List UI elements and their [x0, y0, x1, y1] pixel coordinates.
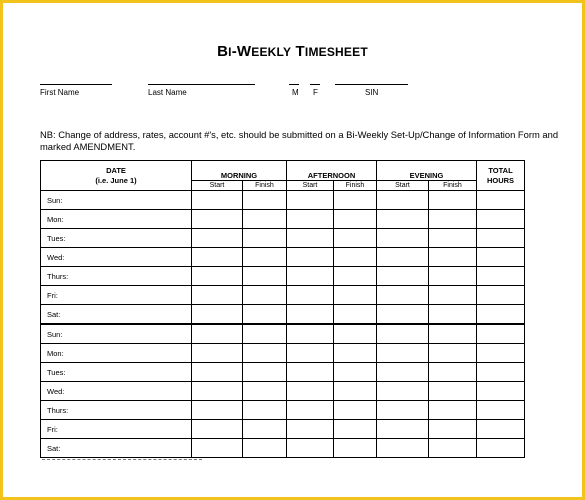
date-header: DATE (i.e. June 1) [41, 161, 192, 191]
time-cell[interactable] [243, 344, 287, 363]
sin-label: SIN [365, 88, 379, 97]
table-row [41, 439, 525, 458]
total-cell[interactable] [477, 344, 525, 363]
time-cell[interactable] [377, 363, 429, 382]
time-cell[interactable] [334, 305, 377, 325]
time-cell[interactable] [377, 267, 429, 286]
time-cell[interactable] [429, 363, 477, 382]
time-cell[interactable] [243, 363, 287, 382]
table-row [41, 382, 525, 401]
time-cell[interactable] [334, 210, 377, 229]
time-cell[interactable] [192, 382, 243, 401]
table-row [41, 401, 525, 420]
total-cell[interactable] [477, 401, 525, 420]
afternoon-finish-header: Finish [334, 181, 377, 191]
time-cell[interactable] [429, 305, 477, 325]
day-label: Sat: [41, 439, 192, 458]
time-cell[interactable] [377, 286, 429, 305]
time-cell[interactable] [192, 363, 243, 382]
time-cell[interactable] [287, 305, 334, 325]
time-cell[interactable] [429, 210, 477, 229]
time-cell[interactable] [429, 420, 477, 439]
time-cell[interactable] [192, 267, 243, 286]
time-cell[interactable] [243, 191, 287, 210]
day-label: Mon: [41, 210, 192, 229]
time-cell[interactable] [334, 439, 377, 458]
time-cell[interactable] [287, 286, 334, 305]
time-cell[interactable] [429, 229, 477, 248]
time-cell[interactable] [243, 420, 287, 439]
time-cell[interactable] [429, 382, 477, 401]
afternoon-start-header: Start [287, 181, 334, 191]
day-label: Wed: [41, 382, 192, 401]
time-cell[interactable] [377, 305, 429, 325]
time-cell[interactable] [287, 248, 334, 267]
time-cell[interactable] [192, 248, 243, 267]
total-cell[interactable] [477, 324, 525, 344]
time-cell[interactable] [377, 420, 429, 439]
total-cell[interactable] [477, 305, 525, 325]
time-cell[interactable] [243, 286, 287, 305]
timesheet-page [3, 3, 582, 497]
evening-finish-header: Finish [429, 181, 477, 191]
time-cell[interactable] [287, 267, 334, 286]
time-cell[interactable] [377, 229, 429, 248]
table-row [41, 305, 525, 325]
afternoon-header: AFTERNOON [287, 161, 377, 181]
time-cell[interactable] [429, 191, 477, 210]
day-label: Thurs: [41, 267, 192, 286]
time-cell[interactable] [287, 210, 334, 229]
total-cell[interactable] [477, 229, 525, 248]
timesheet-table [40, 160, 525, 458]
time-cell[interactable] [243, 324, 287, 344]
time-cell[interactable] [287, 344, 334, 363]
day-label: Fri: [41, 286, 192, 305]
time-cell[interactable] [377, 191, 429, 210]
day-label: Wed: [41, 248, 192, 267]
time-cell[interactable] [334, 248, 377, 267]
note-text: NB: Change of address, rates, account #'s, etc. should be submitted on a Bi-Weekly Set-Up/Change of Information Form and marked AMENDMENT. [40, 129, 559, 152]
last-name-label: Last Name [148, 88, 187, 97]
time-cell[interactable] [334, 324, 377, 344]
total-cell[interactable] [477, 382, 525, 401]
table-row [41, 229, 525, 248]
first-name-line[interactable] [40, 84, 112, 85]
morning-start-header: Start [192, 181, 243, 191]
time-cell[interactable] [243, 267, 287, 286]
time-cell[interactable] [287, 191, 334, 210]
page-cut-line [42, 459, 202, 460]
table-row [41, 324, 525, 344]
time-cell[interactable] [243, 439, 287, 458]
time-cell[interactable] [192, 191, 243, 210]
time-cell[interactable] [429, 267, 477, 286]
sin-line[interactable] [335, 84, 408, 85]
evening-start-header: Start [377, 181, 429, 191]
table-row [41, 248, 525, 267]
time-cell[interactable] [377, 210, 429, 229]
time-cell[interactable] [192, 401, 243, 420]
time-cell[interactable] [429, 344, 477, 363]
time-cell[interactable] [429, 401, 477, 420]
time-cell[interactable] [429, 286, 477, 305]
time-cell[interactable] [287, 229, 334, 248]
time-cell[interactable] [377, 344, 429, 363]
time-cell[interactable] [287, 420, 334, 439]
time-cell[interactable] [334, 229, 377, 248]
time-cell[interactable] [243, 210, 287, 229]
day-label: Tues: [41, 363, 192, 382]
day-label: Tues: [41, 229, 192, 248]
table-row [41, 210, 525, 229]
total-hours-header: TOTAL HOURS [477, 161, 525, 191]
time-cell[interactable] [334, 191, 377, 210]
time-cell[interactable] [377, 324, 429, 344]
table-row [41, 363, 525, 382]
time-cell[interactable] [287, 401, 334, 420]
time-cell[interactable] [192, 210, 243, 229]
table-row [41, 286, 525, 305]
time-cell[interactable] [287, 382, 334, 401]
time-cell[interactable] [377, 439, 429, 458]
total-cell[interactable] [477, 191, 525, 210]
time-cell[interactable] [429, 324, 477, 344]
time-cell[interactable] [287, 439, 334, 458]
time-cell[interactable] [334, 344, 377, 363]
day-label: Mon: [41, 344, 192, 363]
last-name-line[interactable] [148, 84, 255, 85]
total-cell[interactable] [477, 210, 525, 229]
table-row [41, 420, 525, 439]
time-cell[interactable] [334, 382, 377, 401]
time-cell[interactable] [377, 248, 429, 267]
time-cell[interactable] [243, 401, 287, 420]
time-cell[interactable] [429, 439, 477, 458]
evening-header: EVENING [377, 161, 477, 181]
day-label: Sat: [41, 305, 192, 325]
first-name-label: First Name [40, 88, 80, 97]
time-cell[interactable] [377, 382, 429, 401]
day-label: Fri: [41, 420, 192, 439]
time-cell[interactable] [192, 439, 243, 458]
morning-finish-header: Finish [243, 181, 287, 191]
time-cell[interactable] [429, 248, 477, 267]
time-cell[interactable] [243, 305, 287, 325]
total-cell[interactable] [477, 363, 525, 382]
total-cell[interactable] [477, 420, 525, 439]
day-label: Sun: [41, 191, 192, 210]
f-line[interactable] [310, 84, 320, 85]
m-label: M [292, 88, 299, 97]
time-cell[interactable] [334, 286, 377, 305]
total-cell[interactable] [477, 286, 525, 305]
m-line[interactable] [289, 84, 299, 85]
document-title: BI-WEEKLY TIMESHEET [217, 43, 368, 60]
time-cell[interactable] [334, 363, 377, 382]
time-cell[interactable] [287, 324, 334, 344]
time-cell[interactable] [192, 324, 243, 344]
time-cell[interactable] [192, 229, 243, 248]
table-row [41, 191, 525, 210]
time-cell[interactable] [334, 420, 377, 439]
table-row [41, 267, 525, 286]
time-cell[interactable] [243, 382, 287, 401]
time-cell[interactable] [192, 420, 243, 439]
time-cell[interactable] [334, 401, 377, 420]
time-cell[interactable] [192, 305, 243, 325]
total-cell[interactable] [477, 439, 525, 458]
day-label: Thurs: [41, 401, 192, 420]
time-cell[interactable] [243, 229, 287, 248]
time-cell[interactable] [192, 286, 243, 305]
morning-header: MORNING [192, 161, 287, 181]
f-label: F [313, 88, 318, 97]
time-cell[interactable] [192, 344, 243, 363]
time-cell[interactable] [334, 267, 377, 286]
day-label: Sun: [41, 324, 192, 344]
table-row [41, 344, 525, 363]
time-cell[interactable] [377, 401, 429, 420]
total-cell[interactable] [477, 248, 525, 267]
time-cell[interactable] [243, 248, 287, 267]
time-cell[interactable] [287, 363, 334, 382]
total-cell[interactable] [477, 267, 525, 286]
